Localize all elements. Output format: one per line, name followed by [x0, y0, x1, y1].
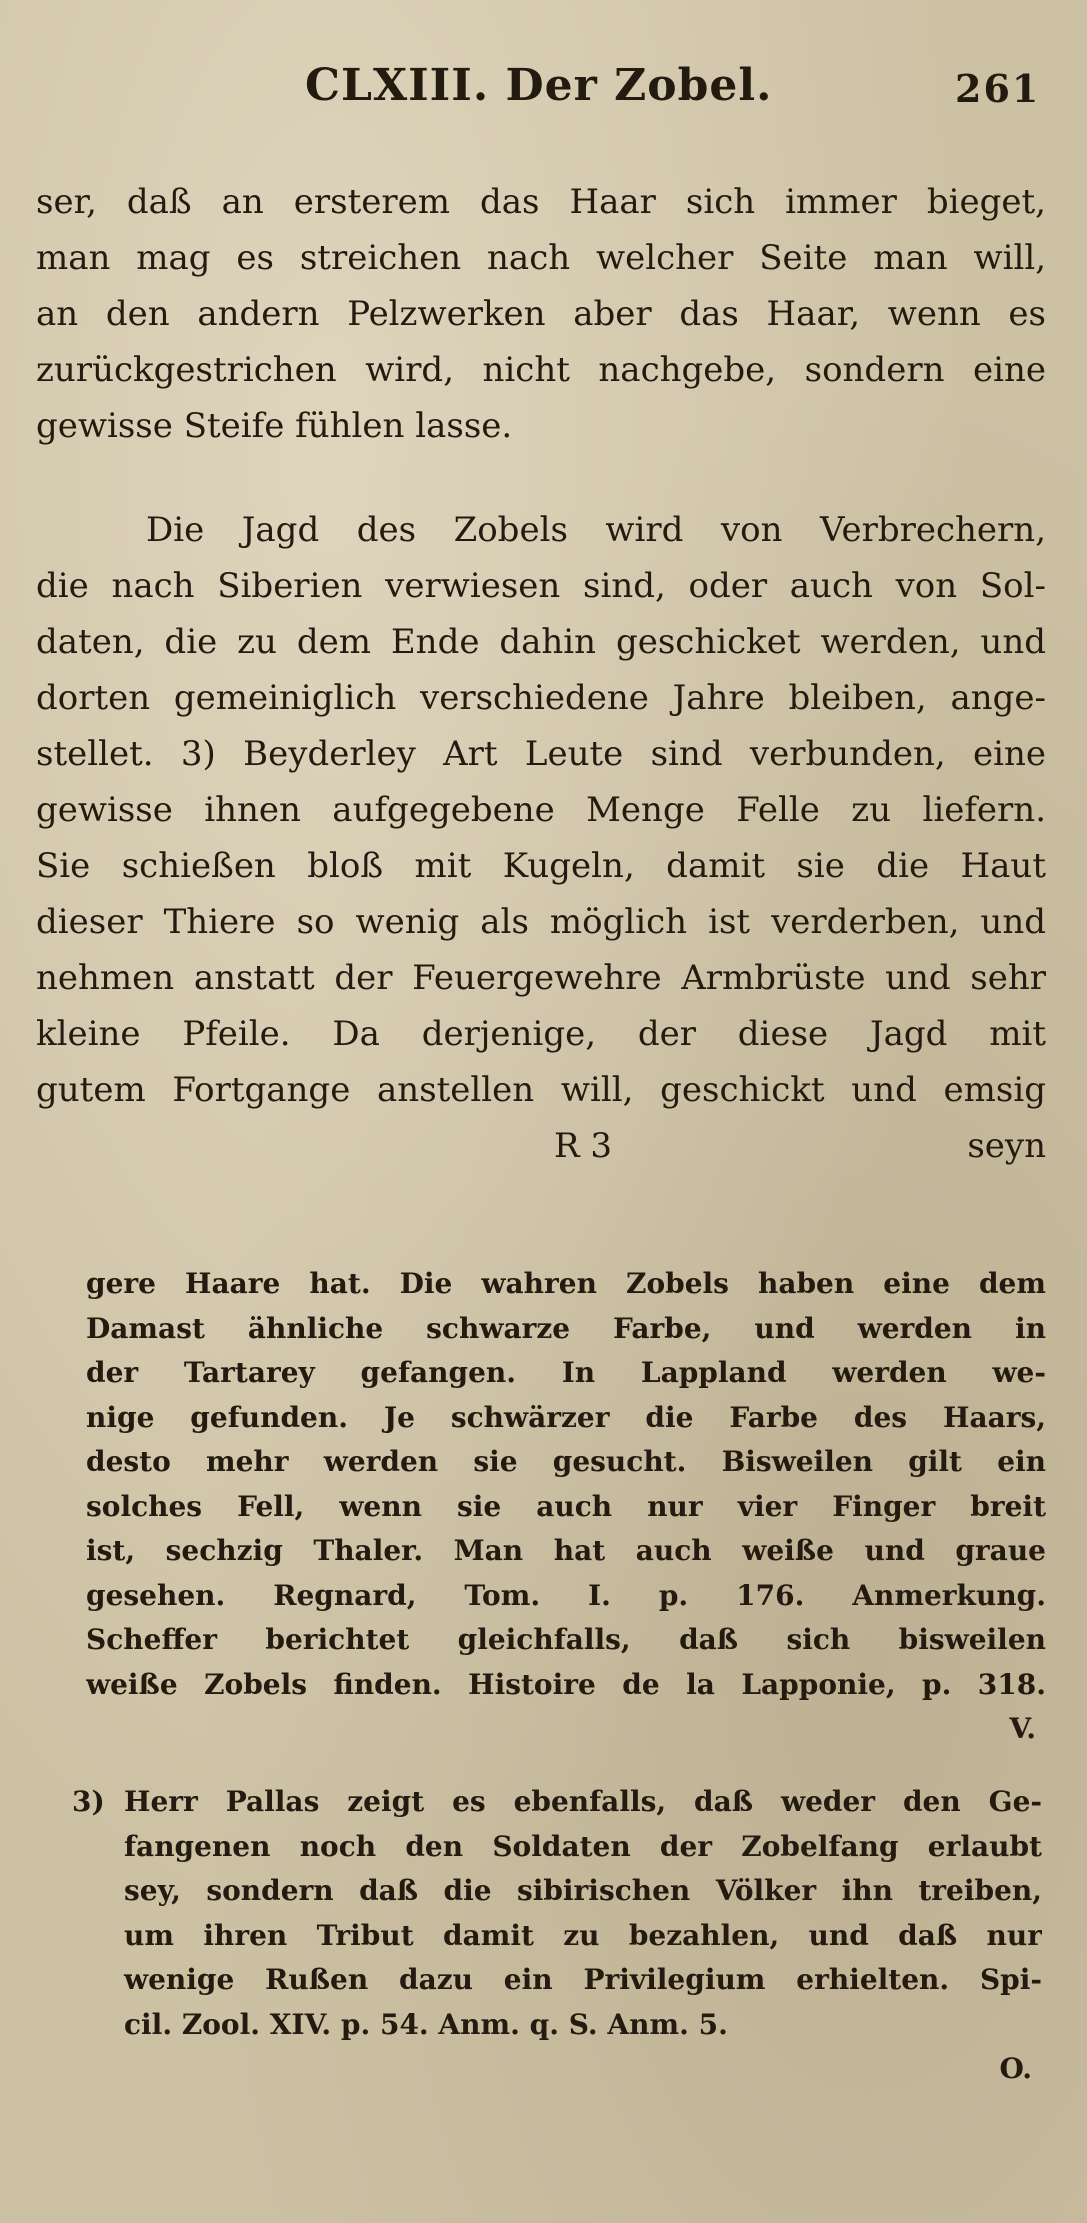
text-line: gewisse Steife fühlen lasse.	[36, 406, 513, 446]
footnote-line	[72, 1780, 1042, 1825]
footnote-line: wenige Rußen dazu ein Privilegium erhielten. Spi-	[124, 1963, 1042, 1996]
footnote-3	[72, 1780, 1042, 2092]
footnote-line: der Tartarey gefangen. In Lappland werden we-	[86, 1356, 1046, 1389]
footnote-line: desto mehr werden sie gesucht. Bisweilen gilt ein	[86, 1445, 1046, 1478]
text-line: zurückgestrichen wird, nicht nachgebe, sondern eine	[36, 350, 1046, 390]
text-line: daten, die zu dem Ende dahin geschicket werden, und	[36, 622, 1046, 662]
text-line: Die Jagd des Zobels wird von Verbrechern,	[146, 510, 1046, 550]
text-line: gewisse ihnen aufgegebene Menge Felle zu liefern.	[36, 790, 1046, 830]
text-line: dieser Thiere so wenig als möglich ist verderben, und	[36, 902, 1046, 942]
footnote-line: gere Haare hat. Die wahren Zobels haben eine dem	[86, 1267, 1046, 1300]
footnote-line: fangenen noch den Soldaten der Zobelfang erlaubt	[124, 1829, 1042, 1863]
text-line: kleine Pfeile. Da derjenige, der diese Jagd mit	[36, 1014, 1046, 1054]
main-text	[36, 174, 1046, 1182]
footnote-line: um ihren Tribut damit zu bezahlen, und daß nur	[124, 1918, 1042, 1952]
text-line: gutem Fortgange anstellen will, geschickt und emsig	[36, 1070, 1046, 1110]
chapter-title: CLXIII. Der Zobel.	[305, 60, 773, 111]
text-line: nehmen anstatt der Feuergewehre Armbrüste und sehr	[36, 958, 1046, 998]
footnote-marker: 3)	[72, 1785, 105, 1818]
footnote-line: weiße Zobels finden. Histoire de la Lapponie, p. 318.	[86, 1667, 1046, 1701]
footnote-line: ist, sechzig Thaler. Man hat auch weiße und graue	[86, 1534, 1046, 1567]
footnote-line: gesehen. Regnard, Tom. I. p. 176. Anmerkung.	[86, 1578, 1046, 1612]
text-line: stellet. 3) Beyderley Art Leute sind verbunden, eine	[36, 734, 1046, 774]
text-line: Sie schießen bloß mit Kugeln, damit sie die Haut	[36, 846, 1046, 886]
running-header	[0, 52, 1087, 122]
footnote-continued	[86, 1262, 1046, 1752]
footnote-line: solches Fell, wenn sie auch nur vier Finger breit	[86, 1489, 1046, 1523]
text-line: dorten gemeiniglich verschiedene Jahre bleiben, ange-	[36, 678, 1046, 718]
footnote-sign: O.	[999, 2052, 1032, 2085]
footnote-line: cil. Zool. XIV. p. 54. Anm. q. S. Anm. 5.	[124, 2007, 728, 2041]
text-line: man mag es streichen nach welcher Seite man will,	[36, 238, 1046, 278]
text-line: an den andern Pelzwerken aber das Haar, wenn es	[36, 294, 1046, 334]
catchword: seyn	[967, 1126, 1046, 1166]
footnote-line: nige gefunden. Je schwärzer die Farbe des Haars,	[86, 1400, 1046, 1434]
footnote-line: sey, sondern daß die sibirischen Völker ihn treiben,	[124, 1874, 1042, 1907]
paragraph-gap	[36, 454, 1046, 502]
text-line: die nach Siberien verwiesen sind, oder auch von Sol-	[36, 566, 1046, 606]
footnote-line-text: Herr Pallas zeigt es ebenfalls, daß weder den Ge-	[124, 1785, 1042, 1818]
page-number: 261	[955, 66, 1041, 111]
text-line: ser, daß an ersterem das Haar sich immer bieget,	[36, 182, 1046, 222]
signature-line	[36, 1118, 1046, 1182]
footnote-line: Damast ähnliche schwarze Farbe, und werden in	[86, 1311, 1046, 1345]
footnote-line: Scheffer berichtet gleichfalls, daß sich bisweilen	[86, 1623, 1046, 1656]
signature-mark: R 3	[554, 1126, 613, 1166]
footnote-sign: V.	[1009, 1712, 1036, 1745]
